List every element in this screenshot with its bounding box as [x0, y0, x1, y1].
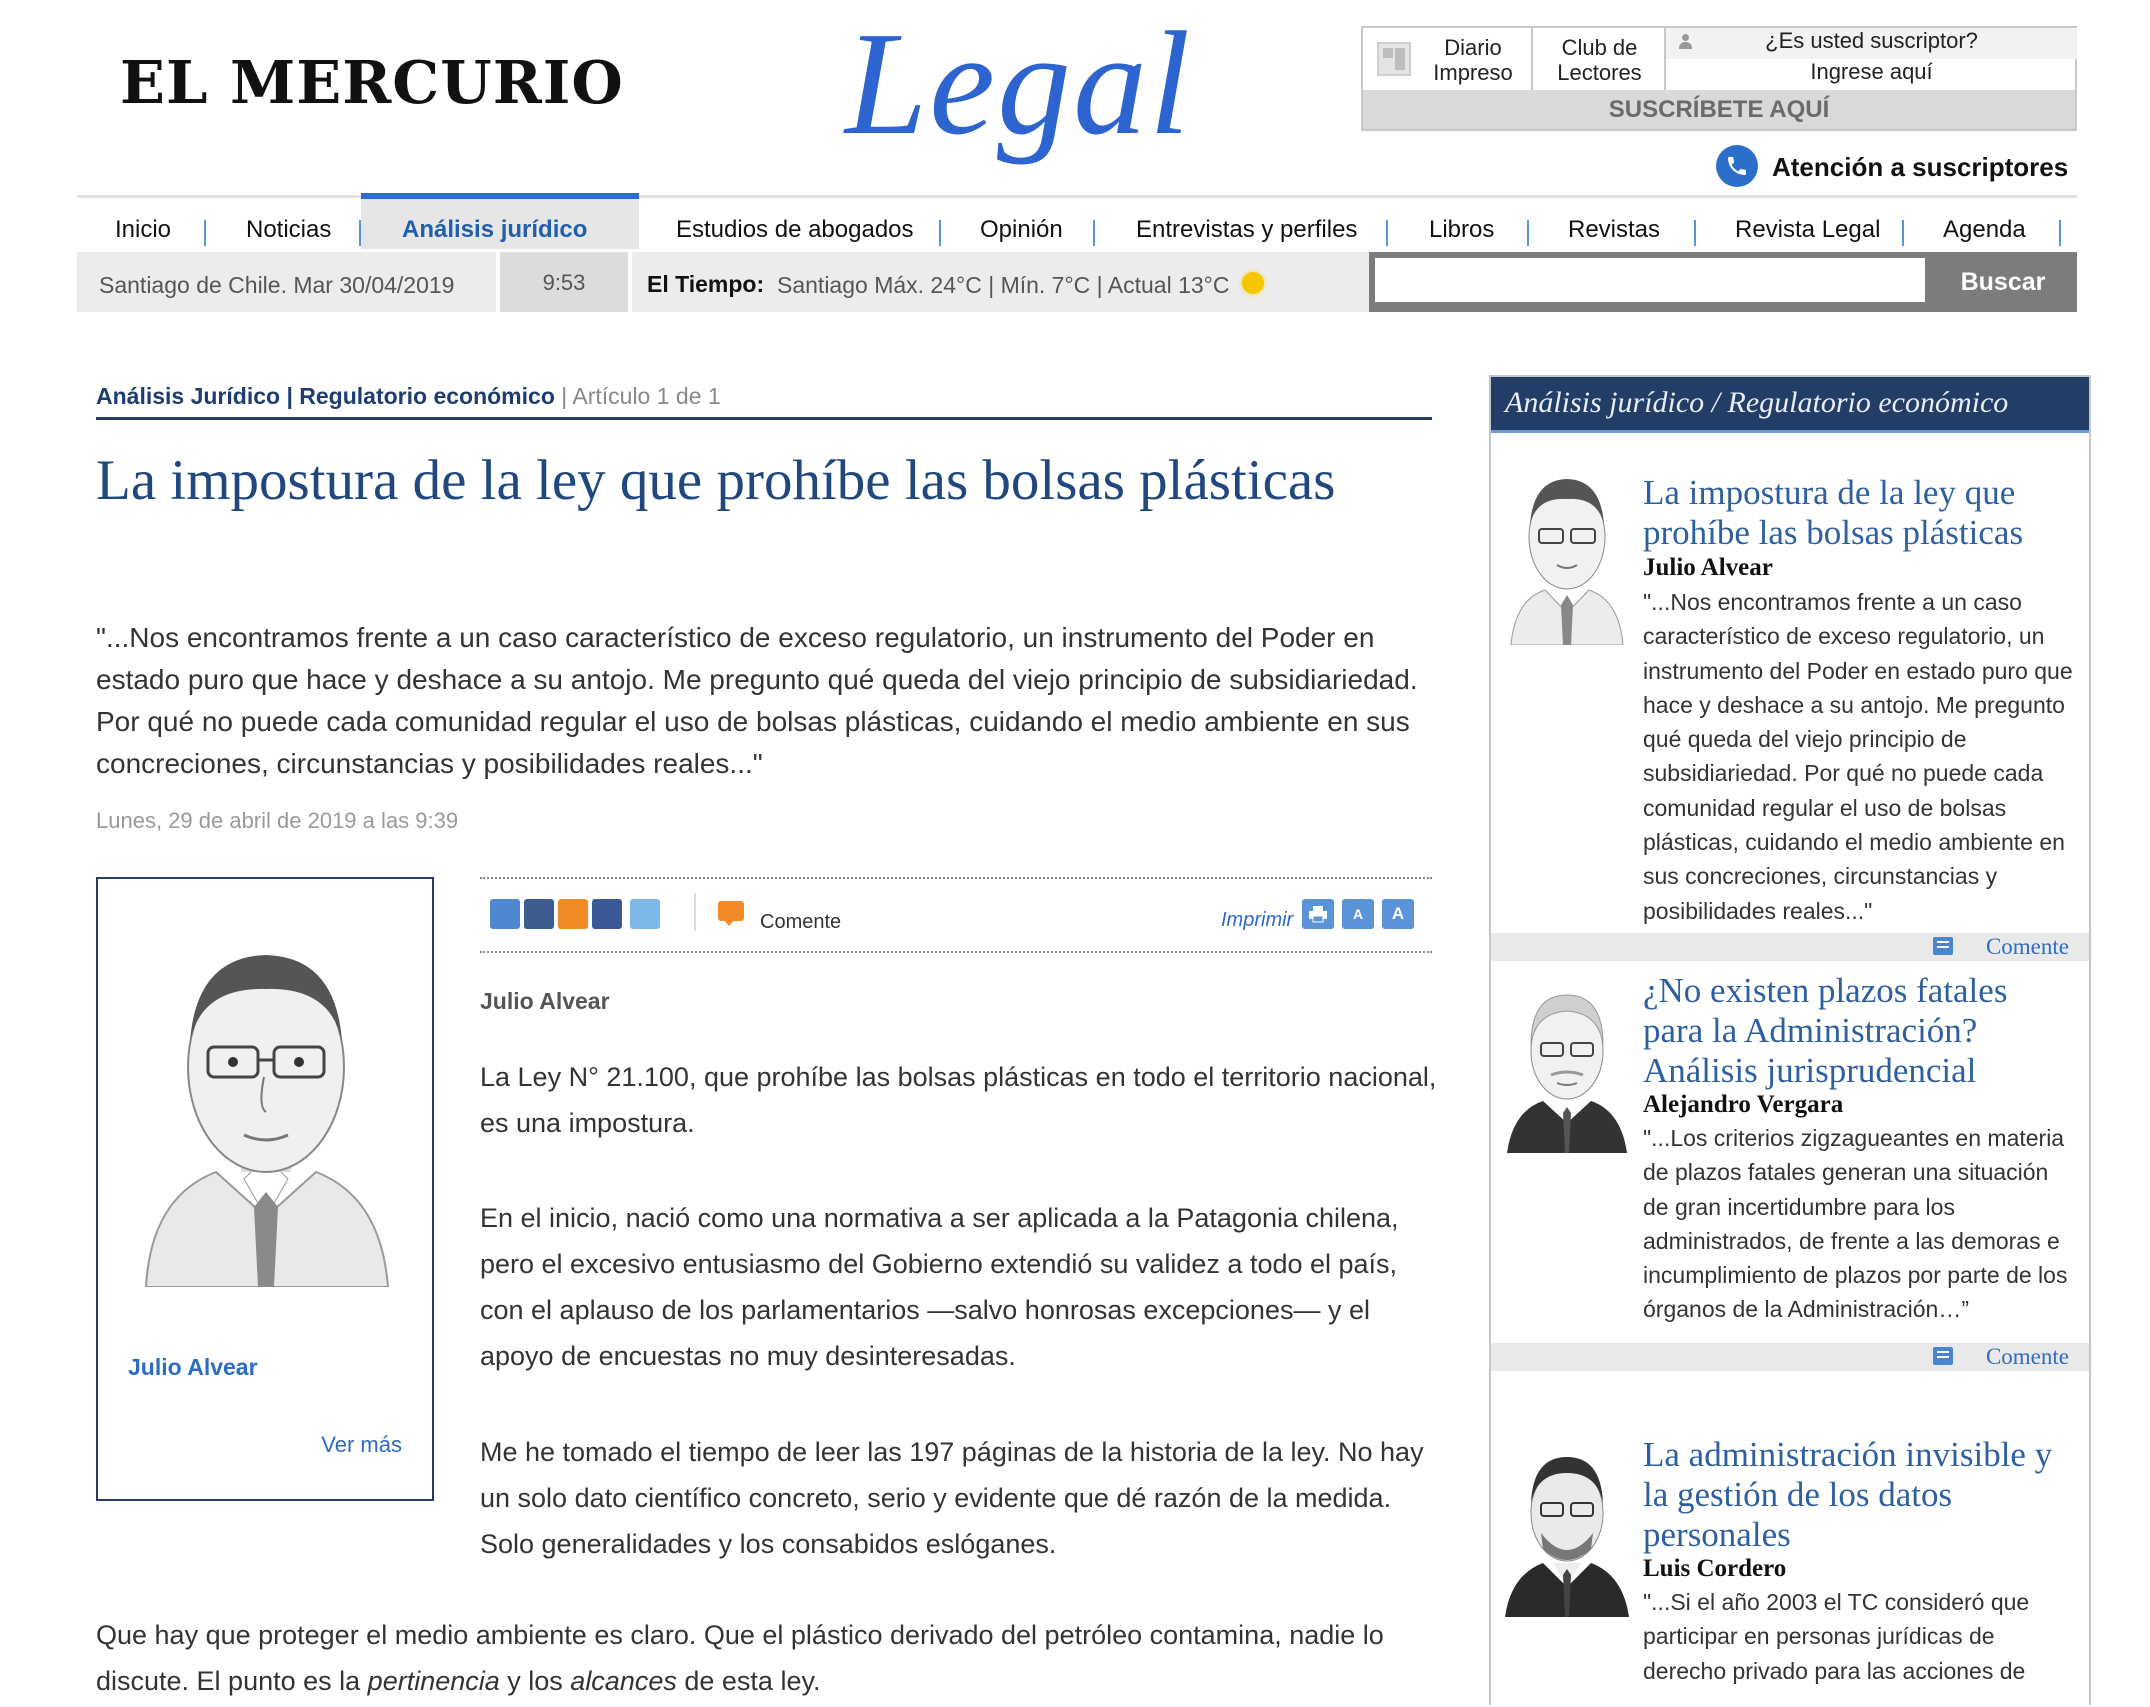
club-lectores-label: Club de Lectores: [1557, 35, 1642, 85]
newspaper-icon: [1377, 42, 1411, 76]
current-date: Santiago de Chile. Mar 30/04/2019: [99, 272, 455, 298]
font-decrease-button[interactable]: A: [1342, 899, 1374, 929]
diario-impreso-link[interactable]: [1363, 28, 1533, 90]
nav-item-inicio[interactable]: Inicio: [115, 216, 172, 243]
sidebar-comment-link[interactable]: Comente: [1985, 1344, 2069, 1369]
diario-impreso-label: Diario Impreso: [1433, 35, 1513, 85]
breadcrumb-page-count: Artículo 1 de 1: [572, 383, 721, 409]
article-paragraph: Que hay que proteger el medio ambiente es claro. Que el plástico derivado del petróleo contamina, nadie lo discute. El punto es la pertinencia y los alcances de esta ley.: [96, 1620, 1384, 1696]
comment-link[interactable]: Comente: [760, 911, 842, 933]
article-toolbar: [480, 877, 1432, 953]
sun-icon: [1242, 272, 1264, 294]
facebook-share-icon[interactable]: [592, 899, 622, 929]
breadcrumb: [96, 383, 721, 410]
sidebar-article-excerpt: "...Los criterios zigzagueantes en materia de plazos fatales generan una situación de gran incertidumbre para los administrados, de frente a las demoras e incumplimiento de plazos por parte de los órganos de la Administración…”: [1643, 1125, 2068, 1323]
login-link[interactable]: Ingrese aquí: [1810, 59, 1933, 84]
nav-item-revistas[interactable]: Revistas: [1568, 216, 1661, 243]
nav-separator: [1093, 220, 1095, 246]
subscriber-login[interactable]: [1666, 28, 2077, 90]
nav-separator: [359, 220, 361, 246]
nav-item-analisis-juridico[interactable]: Análisis jurídico: [402, 216, 588, 243]
legal-section-logo[interactable]: Legal: [845, 2, 1193, 166]
breadcrumb-rule: [96, 417, 1432, 420]
comment-icon[interactable]: [718, 901, 744, 921]
nav-separator: [1386, 220, 1388, 246]
email-share-icon[interactable]: [490, 899, 520, 929]
sidebar-article: [1491, 433, 2089, 959]
twitter-share-icon[interactable]: [630, 899, 660, 929]
subscriber-box: [1361, 26, 2077, 131]
sidebar-author-photo[interactable]: [1503, 973, 1631, 1153]
font-increase-button[interactable]: A: [1382, 899, 1414, 929]
nav-item-entrevistas-y-perfiles[interactable]: Entrevistas y perfiles: [1136, 216, 1358, 243]
nav-separator: [1694, 220, 1696, 246]
weather-readout: Santiago Máx. 24°C | Mín. 7°C | Actual 13°C: [777, 272, 1230, 298]
nav-separator: [939, 220, 941, 246]
nav-item-agenda[interactable]: Agenda: [1943, 216, 2026, 243]
article-paragraph: En el inicio, nació como una normativa a ser aplicada a la Patagonia chilena, pero el excesivo entusiasmo del Gobierno extendió su validez a todo el país, con el aplauso de los parlamentarios —salvo honrosas excepciones— y el apoyo de encuestas no muy desinteresadas.: [480, 1203, 1399, 1371]
search-button[interactable]: Buscar: [1937, 258, 2069, 306]
subscriber-question: ¿Es usted suscriptor?: [1666, 28, 2077, 59]
article-date: Lunes, 29 de abril de 2019 a las 9:39: [96, 808, 459, 833]
main-nav: [77, 195, 2077, 254]
breadcrumb-separator: |: [286, 383, 293, 409]
article-paragraph: La Ley N° 21.100, que prohíbe las bolsas plásticas en todo el territorio nacional, es una impostura.: [480, 1062, 1437, 1138]
nav-item-opinion[interactable]: Opinión: [980, 216, 1063, 243]
club-lectores-link[interactable]: [1533, 28, 1666, 90]
sidebar-article-excerpt: "...Nos encontramos frente a un caso característico de exceso regulatorio, un instrumento del Poder en estado puro que hace y deshace a su antojo. Me pregunto qué queda del viejo principio de subsidiariedad. Por qué no puede cada comunidad regular el uso de bolsas plásticas, cuidando el medio ambiente en sus concreciones, circunstancias y posibilidades reales...": [1643, 589, 2073, 924]
sidebar-article-author: Alejandro Vergara: [1643, 1091, 1844, 1118]
sidebar-article-title-link[interactable]: La administración invisible y la gestión de los datos personales: [1643, 1435, 2053, 1554]
subscribe-button[interactable]: SUSCRÍBETE AQUÍ: [1363, 90, 2075, 129]
sidebar-article-title-link[interactable]: ¿No existen plazos fatales para la Administración? Análisis jurisprudencial: [1643, 971, 2008, 1090]
sidebar-article-author: Julio Alvear: [1643, 554, 1773, 581]
toolbar-separator: [694, 893, 696, 931]
info-bar: [77, 252, 2077, 312]
nav-item-revista-legal[interactable]: Revista Legal: [1735, 216, 1881, 243]
rss-icon[interactable]: [558, 899, 588, 929]
author-photo[interactable]: [126, 917, 406, 1287]
comment-icon[interactable]: [1933, 937, 1953, 955]
phone-icon: [1716, 145, 1758, 187]
sidebar-article-excerpt: "...Si el año 2003 el TC consideró que participar en personas jurídicas de derecho privado para las acciones de: [1643, 1589, 2030, 1684]
print-icon[interactable]: [1302, 899, 1334, 929]
article-paragraph: Me he tomado el tiempo de leer las 197 páginas de la historia de la ley. No hay un solo dato científico concreto, serio y evidente que dé razón de la medida. Solo generalidades y los consabidos eslóganes.: [480, 1437, 1424, 1559]
weather-label: El Tiempo:: [647, 271, 765, 297]
search-input[interactable]: [1375, 258, 1925, 302]
sidebar-header: Análisis jurídico / Regulatorio económico: [1491, 377, 2089, 433]
sidebar-article: [1491, 1427, 2089, 1707]
article-byline: Julio Alvear: [480, 988, 610, 1014]
nav-separator: [1902, 220, 1904, 246]
comment-icon[interactable]: [1933, 1347, 1953, 1365]
breadcrumb-subsection-link[interactable]: Regulatorio económico: [299, 383, 555, 409]
delicious-share-icon[interactable]: [524, 899, 554, 929]
article-lead: "...Nos encontramos frente a un caso característico de exceso regulatorio, un instrumento del Poder en estado puro que hace y deshace a su antojo. Me pregunto qué queda del viejo principio de subsidiariedad. Por qué no puede cada comunidad regular el uso de bolsas plásticas, cuidando el medio ambiente en sus concreciones, circunstancias y posibilidades reales...": [96, 622, 1418, 779]
breadcrumb-section-link[interactable]: Análisis Jurídico: [96, 383, 281, 409]
nav-item-noticias[interactable]: Noticias: [246, 216, 332, 243]
author-name-link[interactable]: Julio Alvear: [128, 1354, 258, 1380]
nav-separator: [1527, 220, 1529, 246]
nav-separator: [204, 220, 206, 246]
sidebar-article-footer: [1491, 1343, 2089, 1371]
nav-item-estudios-de-abogados[interactable]: Estudios de abogados: [676, 216, 914, 243]
subscriber-support-label: Atención a suscriptores: [1772, 152, 2069, 182]
author-more-link[interactable]: Ver más: [321, 1432, 402, 1457]
sidebar-author-photo[interactable]: [1503, 455, 1631, 645]
masthead-logo[interactable]: EL MERCURIO: [120, 48, 624, 117]
sidebar-article-author: Luis Cordero: [1643, 1555, 1787, 1582]
sidebar-article: [1491, 963, 2089, 1393]
current-time-box: [496, 252, 632, 312]
search-area: [1369, 252, 2077, 312]
author-box: [96, 877, 434, 1501]
user-icon: [1678, 34, 1692, 50]
related-articles-sidebar: [1489, 375, 2091, 1705]
nav-item-libros[interactable]: Libros: [1429, 216, 1495, 243]
article-headline: La impostura de la ley que prohíbe las bolsas plásticas: [96, 449, 1336, 512]
print-link[interactable]: Imprimir: [1221, 909, 1294, 931]
sidebar-author-photo[interactable]: [1503, 1437, 1631, 1617]
sidebar-article-footer: [1491, 933, 2089, 961]
sidebar-article-title-link[interactable]: La impostura de la ley que prohíbe las bolsas plásticas: [1643, 473, 2024, 552]
breadcrumb-separator: |: [561, 383, 568, 409]
sidebar-comment-link[interactable]: Comente: [1985, 934, 2069, 959]
current-time: 9:53: [542, 270, 586, 295]
nav-separator: [2059, 220, 2061, 246]
